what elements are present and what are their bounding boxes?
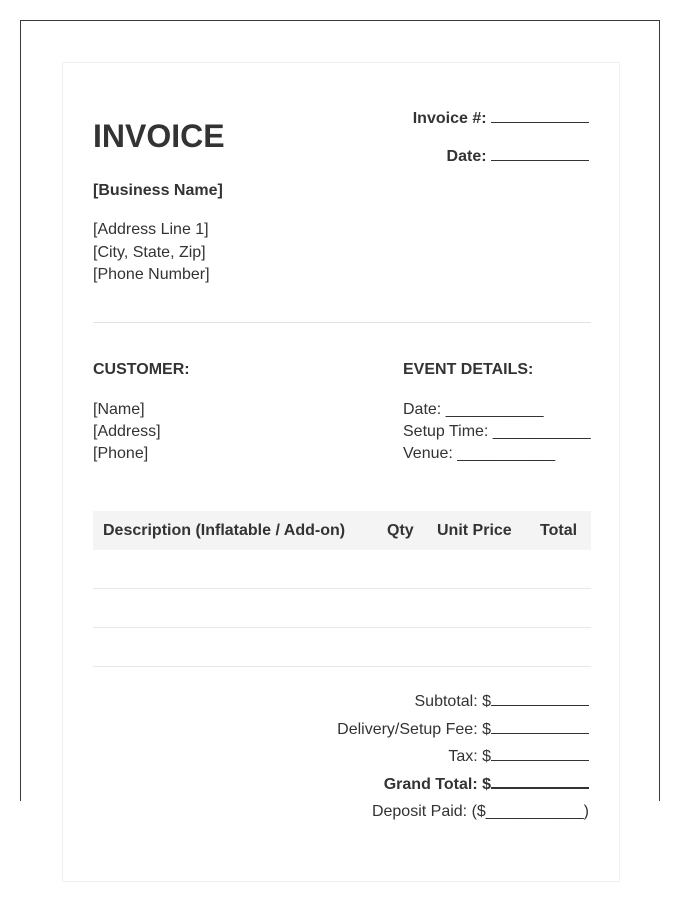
delivery-fee-blank xyxy=(491,719,589,734)
grand-total-label: Grand Total: $ xyxy=(383,775,491,793)
grand-total-blank xyxy=(491,773,589,789)
invoice-date-blank xyxy=(491,147,589,161)
business-address-line-1: [Address Line 1] xyxy=(93,221,209,238)
tax-row xyxy=(337,743,589,771)
column-header-description: Description (Inflatable / Add-on) xyxy=(103,522,346,539)
customer-info xyxy=(93,399,161,465)
table-row xyxy=(93,628,591,667)
table-row xyxy=(93,550,591,589)
delivery-fee-row xyxy=(337,716,589,744)
delivery-fee-label: Delivery/Setup Fee: $ xyxy=(337,720,491,738)
subtotal-row xyxy=(337,688,589,716)
business-address xyxy=(93,219,210,287)
subtotal-blank xyxy=(491,691,589,706)
totals-block xyxy=(337,688,589,826)
customer-name: [Name] xyxy=(93,401,145,418)
table-header xyxy=(93,511,591,550)
event-venue: Venue: ___________ xyxy=(403,445,556,462)
deposit-row xyxy=(337,798,589,826)
tax-label: Tax: $ xyxy=(448,748,491,765)
invoice-number-label: Invoice #: xyxy=(412,110,487,127)
invoice-date-label: Date: xyxy=(446,148,487,165)
deposit-label: Deposit Paid: ($___________) xyxy=(371,803,589,820)
invoice-number-blank xyxy=(491,109,589,123)
event-details-heading: EVENT DETAILS: xyxy=(403,361,534,378)
business-city-state-zip: [City, State, Zip] xyxy=(93,243,206,261)
section-divider xyxy=(93,322,591,323)
column-header-qty: Qty xyxy=(387,522,414,539)
event-date: Date: ___________ xyxy=(403,401,544,418)
tax-blank xyxy=(491,746,589,761)
customer-phone: [Phone] xyxy=(93,445,149,462)
grand-total-row xyxy=(337,771,589,799)
invoice-title: INVOICE xyxy=(93,118,225,154)
invoice-number-line xyxy=(413,109,589,129)
business-name: [Business Name] xyxy=(93,182,223,199)
customer-address: [Address] xyxy=(93,423,161,440)
subtotal-label: Subtotal: $ xyxy=(414,693,491,710)
line-items-table xyxy=(93,511,591,667)
business-phone: [Phone Number] xyxy=(93,266,210,283)
event-setup-time: Setup Time: ___________ xyxy=(403,423,591,440)
column-header-total: Total xyxy=(540,522,578,539)
event-info xyxy=(403,399,591,465)
customer-heading: CUSTOMER: xyxy=(93,361,190,378)
invoice-sheet xyxy=(62,62,620,882)
table-row xyxy=(93,589,591,628)
document-viewport[interactable] xyxy=(20,20,660,820)
column-header-unit-price: Unit Price xyxy=(437,522,512,539)
invoice-date-line xyxy=(447,147,589,167)
